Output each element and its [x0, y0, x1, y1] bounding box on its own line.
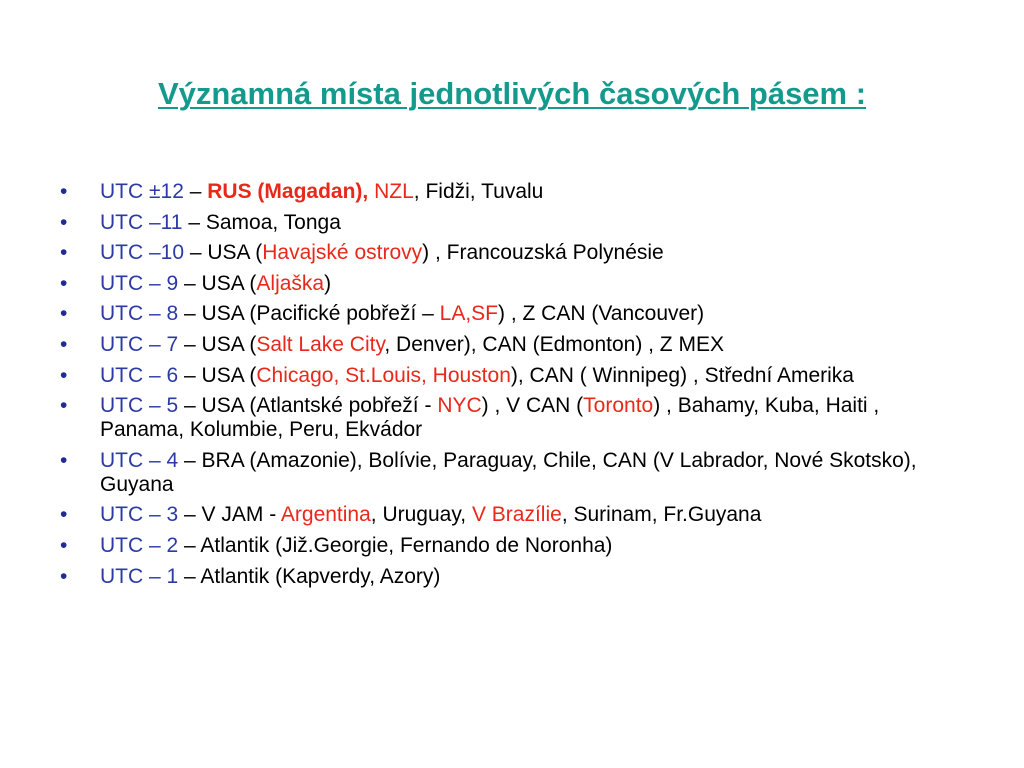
timezone-list-item: [60, 180, 964, 204]
timezone-places-text: RUS (Magadan),: [207, 180, 369, 203]
timezone-places-text: –: [183, 180, 208, 203]
utc-offset-label: UTC – 2: [100, 533, 179, 557]
timezone-places-text: Havajské ostrovy: [262, 241, 423, 265]
timezone-list-item: [60, 210, 964, 235]
timezone-places-text: ) , Z CAN (Vancouver): [498, 302, 705, 326]
bullet-icon: •: [60, 210, 68, 234]
timezone-list-item: [60, 533, 964, 558]
utc-offset-label: UTC –10: [100, 241, 185, 265]
slide-title: Významná místa jednotlivých časových pásem :: [157, 76, 867, 111]
bullet-icon: •: [60, 394, 68, 418]
timezone-places-text: NZL: [374, 180, 414, 203]
timezone-list-item: [60, 271, 964, 296]
bullet-icon: •: [60, 533, 68, 557]
timezone-list-item: [60, 394, 964, 442]
timezone-places-text: – USA (: [184, 241, 263, 265]
timezone-places-text: – Samoa, Tonga: [182, 210, 341, 234]
timezone-list-item: [60, 363, 964, 388]
bullet-icon: •: [60, 503, 68, 527]
timezone-places-text: – BRA (Amazonie), Bolívie, Paraguay, Chile, CAN (V Labrador, Nové Skotsko), Guyana: [100, 448, 917, 496]
timezone-places-text: – USA (Atlantské pobřeží -: [178, 394, 438, 418]
bullet-icon: •: [60, 271, 68, 295]
timezone-places-text: LA,SF: [439, 302, 499, 326]
timezone-places-text: ): [324, 271, 332, 295]
timezone-places-text: ) , Bahamy, Kuba, Haiti , Panama, Kolumbie, Peru, Ekvádor: [100, 394, 880, 442]
timezone-places-text: – USA (: [178, 271, 257, 295]
timezone-places-text: V Brazílie: [471, 503, 562, 527]
timezone-places-text: – Atlantik (Již.Georgie, Fernando de Noronha): [178, 533, 613, 557]
timezone-list-item: [60, 448, 964, 497]
timezone-places-text: ) , V CAN (: [481, 394, 584, 418]
timezone-places-text: , Denver), CAN (Edmonton) , Z MEX: [384, 332, 724, 356]
timezone-list-item: [60, 241, 964, 265]
utc-offset-label: UTC – 3: [100, 503, 179, 527]
bullet-icon: •: [60, 564, 68, 588]
bullet-icon: •: [60, 448, 68, 472]
timezone-places-text: – USA (: [178, 332, 257, 356]
timezone-places-text: – USA (: [178, 363, 257, 387]
bullet-icon: •: [60, 302, 68, 326]
utc-offset-label: UTC – 4: [100, 448, 179, 472]
utc-offset-label: UTC ±12: [100, 180, 184, 203]
timezone-places-text: ) , Francouzská Polynésie: [422, 241, 664, 265]
timezone-list-item: [60, 564, 964, 589]
utc-offset-label: UTC – 1: [100, 564, 179, 588]
timezone-places-text: Argentina: [280, 503, 371, 527]
timezone-places-text: Aljaška: [256, 271, 325, 295]
timezone-places-text: – USA (Pacifické pobřeží –: [178, 302, 440, 326]
bullet-icon: •: [60, 180, 68, 203]
timezone-places-text: Toronto: [583, 394, 654, 418]
utc-offset-label: UTC – 6: [100, 363, 179, 387]
utc-offset-label: UTC –11: [100, 210, 183, 234]
timezone-places-text: , Uruguay,: [370, 503, 472, 527]
timezone-list-item: [60, 302, 964, 326]
timezone-places-text: , Surinam, Fr.Guyana: [561, 503, 762, 527]
timezone-places-text: Salt Lake City: [256, 332, 385, 356]
utc-offset-label: UTC – 5: [100, 394, 179, 418]
timezone-places-text: , Fidži, Tuvalu: [413, 180, 544, 203]
timezone-places-text: Chicago, St.Louis, Houston: [256, 363, 511, 387]
timezone-places-text: – Atlantik (Kapverdy, Azory): [178, 564, 441, 588]
bullet-icon: •: [60, 363, 68, 387]
timezone-places-text: ), CAN ( Winnipeg) , Střední Amerika: [510, 363, 854, 387]
timezone-list: [60, 180, 964, 595]
utc-offset-label: UTC – 8: [100, 302, 179, 326]
timezone-places-text: – V JAM -: [178, 503, 281, 527]
utc-offset-label: UTC – 9: [100, 271, 179, 295]
utc-offset-label: UTC – 7: [100, 332, 179, 356]
timezone-places-text: NYC: [437, 394, 482, 418]
timezone-list-item: [60, 332, 964, 357]
timezone-list-item: [60, 503, 964, 527]
bullet-icon: •: [60, 332, 68, 356]
bullet-icon: •: [60, 241, 68, 265]
